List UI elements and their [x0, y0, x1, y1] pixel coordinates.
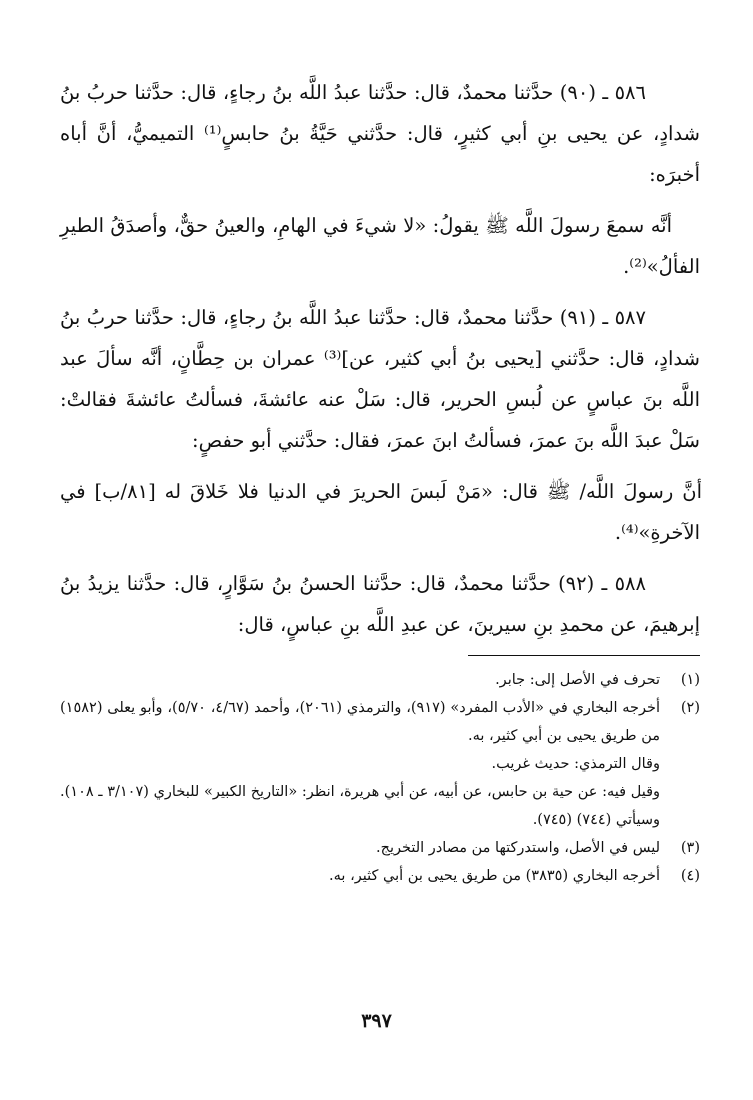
footnote-line: تحرف في الأصل إلى: جابر. [495, 672, 660, 688]
footnote-number: (٣) [680, 840, 700, 856]
footnote-line: وقال الترمذي: حديث غريب. [491, 756, 660, 772]
page-number: ٣٩٧ [361, 1010, 392, 1032]
footnote-line: أخرجه البخاري في «الأدب المفرد» (٩١٧)، والترمذي (٢٠٦١)، وأحمد (٤/٦٧، ٥/٧٠)، وأبو يعلى (١٥٨٢) من طريق يحيى بن أبي كثير، به. [60, 700, 661, 744]
hadith-586-matn: أنَّه سمعَ رسولَ اللَّه ﷺ يقولُ: «لا شيءَ في الهامِ، والعينُ حقٌّ، وأصدَقُ الطيرِ الفألُ»⁽²⁾. [60, 214, 700, 278]
footnote-line: وقيل فيه: عن حية بن حابس، عن أبيه، عن أبي هريرة، انظر: «التاريخ الكبير» للبخاري (٣/١٠٧ ـ ١٠٨). وسيأتي (٧٤٤) (٧٤٥). [60, 784, 661, 828]
footnote-number: (١) [680, 672, 700, 688]
main-text [60, 72, 703, 645]
hadith-587-matn: أنَّ رسولَ اللَّه/ ﷺ قال: «مَنْ لَبسَ الحريرَ في الدنيا فلا خَلاقَ له [٨١/ب] في الآخرةِ»⁽⁴⁾. [60, 480, 703, 544]
page-body [60, 72, 703, 890]
footnote-4 [60, 862, 700, 890]
hadith-587-isnad: ٥٨٧ ـ (٩١) حدَّثنا محمدٌ، قال: حدَّثنا عبدُ اللَّه بنُ رجاءٍ، قال: حدَّثنا حربُ بنُ شدادٍ، قال: حدَّثني [يحيى بنُ أبي كثير، عن]⁽³⁾ عمران بن حِطَّانٍ، أنَّه سألَ عبد اللَّه بنَ عباسٍ عن لُبسِ الحرير، قال: سَلْ عنه عائشةَ، فسألتُ عائشةَ فقالتْ: سَلْ عبدَ اللَّه بنَ عمرَ، فسألتُ ابنَ عمرَ، فقال: حدَّثني أبو حفصٍ: [60, 306, 700, 452]
footnote-line: ليس في الأصل، واستدركتها من مصادر التخريج. [376, 840, 660, 856]
hadith-586-isnad: ٥٨٦ ـ (٩٠) حدَّثنا محمدٌ، قال: حدَّثنا عبدُ اللَّه بنُ رجاءٍ، قال: حدَّثنا حربُ بنُ شدادٍ، عن يحيى بنِ أبي كثيرٍ، قال: حدَّثني حَيَّةُ بنُ حابسٍ⁽¹⁾ التميميُّ، أنَّ أباه أخبرَه: [60, 81, 700, 186]
footnotes [60, 666, 700, 890]
footnote-line: أخرجه البخاري (٣٨٣٥) من طريق يحيى بن أبي كثير، به. [329, 868, 660, 884]
footnote-3 [60, 834, 700, 862]
hadith-588-isnad: ٥٨٨ ـ (٩٢) حدَّثنا محمدٌ، قال: حدَّثنا الحسنُ بنُ سَوَّارٍ، قال: حدَّثنا يزيدُ بنُ إبرهيمَ، عن محمدِ بنِ سيرينَ، عن عبدِ اللَّه بنِ عباسٍ، قال: [60, 572, 700, 636]
footnote-number: (٢) [680, 700, 700, 716]
footnote-1 [60, 666, 700, 694]
footnote-number: (٤) [680, 868, 700, 884]
footnote-2 [60, 694, 700, 834]
footnote-divider [468, 655, 700, 656]
